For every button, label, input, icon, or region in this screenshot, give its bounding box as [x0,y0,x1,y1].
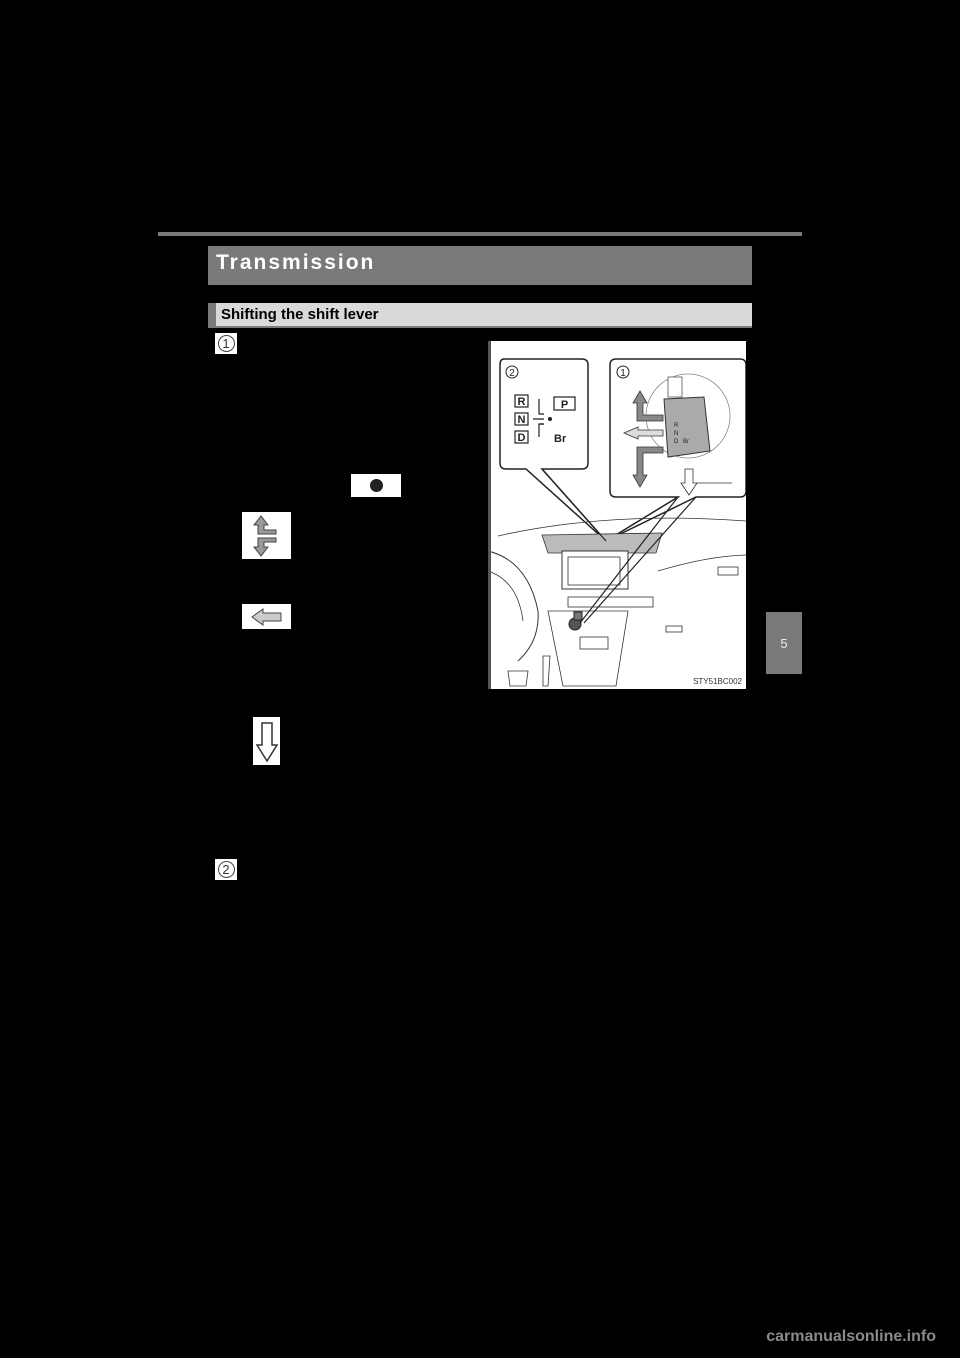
chapter-number: 5 [780,635,788,651]
svg-text:Br: Br [683,439,689,445]
subsection-bar [208,303,752,328]
top-rule [158,232,802,236]
svg-text:R: R [674,423,679,429]
svg-text:N: N [517,414,526,426]
section-title: Transmission [216,251,376,274]
down-arrow-icon [253,717,280,765]
figure-code: STY51BC002 [693,677,742,686]
svg-text:Br: Br [554,433,567,445]
svg-text:D: D [674,439,679,445]
svg-text:2: 2 [509,368,515,379]
circled-number-2-icon: 2 [218,861,235,878]
chapter-tab [766,612,802,674]
svg-text:R: R [517,396,526,408]
svg-text:P: P [560,399,569,411]
svg-text:1: 1 [620,368,626,379]
step-2-marker [215,859,237,880]
svg-text:N: N [674,431,679,437]
dashboard-illustration [488,341,746,689]
section-title-bar [208,246,752,285]
up-down-shift-arrows-icon [242,512,291,559]
shift-lever-illustration [488,341,746,689]
step-1-marker [215,333,237,354]
subsection-title: Shifting the shift lever [221,306,379,323]
left-arrow-icon [242,604,291,629]
shift-position-dot-icon [351,474,401,497]
svg-text:D: D [517,432,526,444]
circled-number-1-icon: 1 [218,335,235,352]
watermark: carmanualsonline.info [766,1328,936,1345]
